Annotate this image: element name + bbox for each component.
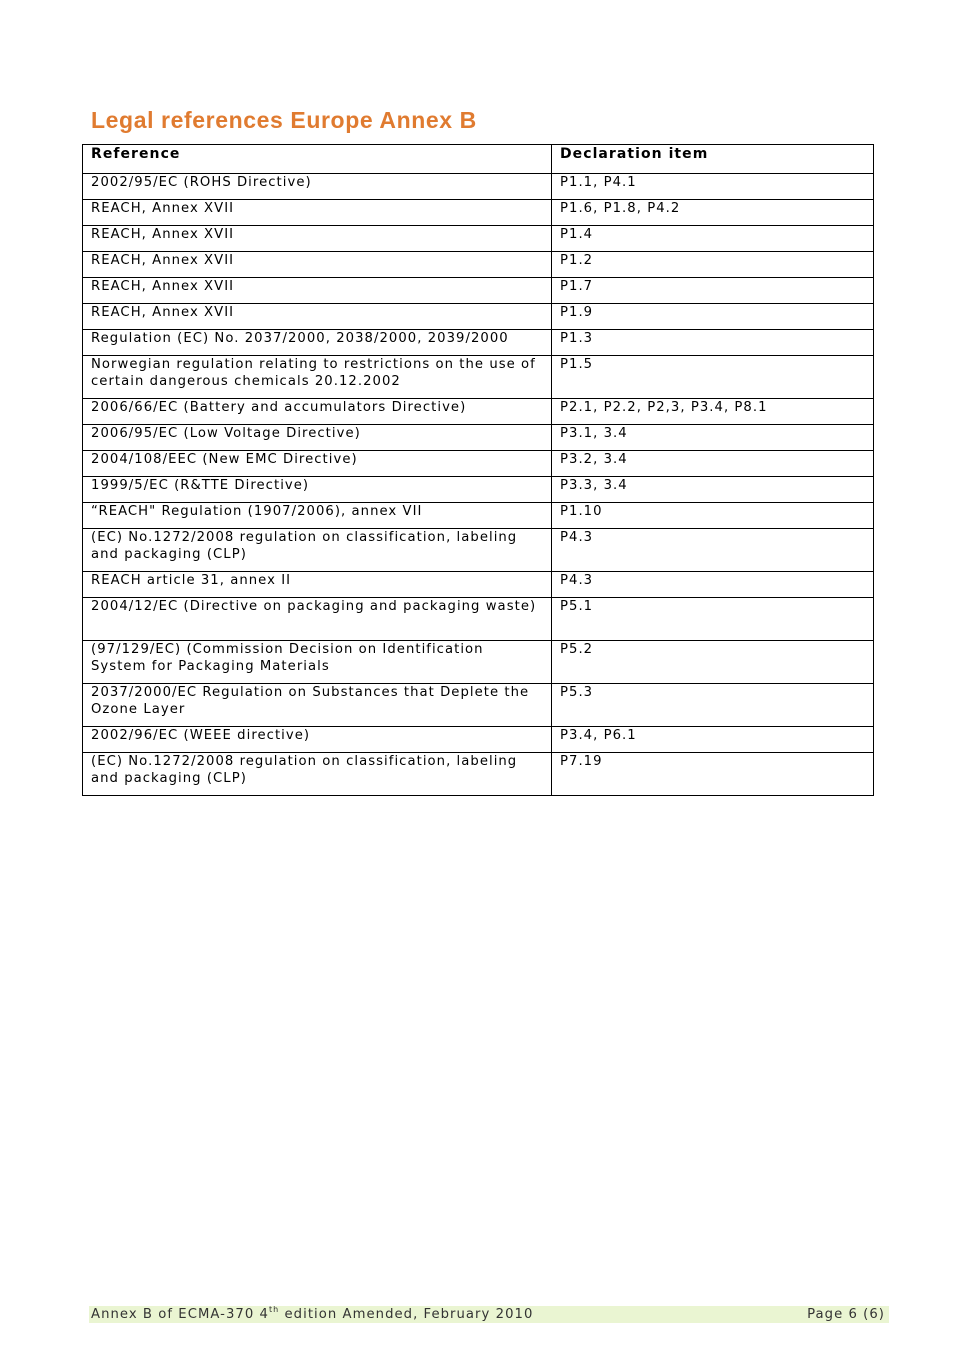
table-row (83, 684, 874, 727)
footer-doc-prefix: Annex B of ECMA-370 4 (91, 1307, 269, 1322)
table-row (83, 451, 874, 477)
reference-cell: REACH, Annex XVII (83, 304, 552, 330)
reference-cell: REACH, Annex XVII (83, 252, 552, 278)
table-row (83, 174, 874, 200)
header-reference: Reference (83, 145, 552, 174)
declaration-item-cell: P4.3 (552, 572, 874, 598)
table-row (83, 330, 874, 356)
table-row (83, 477, 874, 503)
reference-cell: REACH, Annex XVII (83, 278, 552, 304)
table-row (83, 425, 874, 451)
declaration-item-cell: P7.19 (552, 753, 874, 796)
declaration-item-cell: P2.1, P2.2, P2,3, P3.4, P8.1 (552, 399, 874, 425)
declaration-item-cell: P1.7 (552, 278, 874, 304)
declaration-item-cell: P3.4, P6.1 (552, 727, 874, 753)
declaration-item-cell: P1.6, P1.8, P4.2 (552, 200, 874, 226)
reference-cell: 1999/5/EC (R&TTE Directive) (83, 477, 552, 503)
table-header-row (83, 145, 874, 174)
declaration-item-cell: P1.3 (552, 330, 874, 356)
declaration-item-cell: P1.1, P4.1 (552, 174, 874, 200)
reference-cell: REACH article 31, annex II (83, 572, 552, 598)
reference-cell: Regulation (EC) No. 2037/2000, 2038/2000, 2039/2000 (83, 330, 552, 356)
table-row (83, 200, 874, 226)
table-row (83, 252, 874, 278)
table-row (83, 753, 874, 796)
declaration-item-cell: P5.1 (552, 598, 874, 641)
table-row (83, 226, 874, 252)
table-row (83, 572, 874, 598)
legal-references-table (82, 144, 874, 796)
declaration-item-cell: P3.2, 3.4 (552, 451, 874, 477)
footer-ordinal-suffix: th (268, 1305, 280, 1314)
header-declaration-item: Declaration item (552, 145, 874, 174)
footer-document-info (91, 1306, 533, 1323)
declaration-item-cell: P1.4 (552, 226, 874, 252)
declaration-item-cell: P5.2 (552, 641, 874, 684)
table-row (83, 304, 874, 330)
reference-cell: (EC) No.1272/2008 regulation on classification, labeling and packaging (CLP) (83, 529, 552, 572)
reference-cell: 2006/66/EC (Battery and accumulators Directive) (83, 399, 552, 425)
table-row (83, 503, 874, 529)
footer-page-number: Page 6 (6) (807, 1307, 885, 1322)
reference-cell: Norwegian regulation relating to restrictions on the use of certain dangerous chemicals 20.12.2002 (83, 356, 552, 399)
declaration-item-cell: P1.10 (552, 503, 874, 529)
table-row (83, 356, 874, 399)
reference-cell: 2002/95/EC (ROHS Directive) (83, 174, 552, 200)
declaration-item-cell: P3.1, 3.4 (552, 425, 874, 451)
table-row (83, 641, 874, 684)
reference-cell: “REACH" Regulation (1907/2006), annex VII (83, 503, 552, 529)
declaration-item-cell: P1.9 (552, 304, 874, 330)
declaration-item-cell: P1.5 (552, 356, 874, 399)
reference-cell: 2002/96/EC (WEEE directive) (83, 727, 552, 753)
declaration-item-cell: P3.3, 3.4 (552, 477, 874, 503)
reference-cell: 2004/12/EC (Directive on packaging and packaging waste) (83, 598, 552, 641)
footer-doc-suffix: edition Amended, February 2010 (279, 1307, 534, 1322)
page-footer (89, 1306, 889, 1323)
reference-cell: REACH, Annex XVII (83, 200, 552, 226)
reference-cell: (97/129/EC) (Commission Decision on Identification System for Packaging Materials (83, 641, 552, 684)
table-row (83, 278, 874, 304)
reference-cell: 2004/108/EEC (New EMC Directive) (83, 451, 552, 477)
page-title: Legal references Europe Annex B (91, 107, 477, 133)
table-row (83, 727, 874, 753)
declaration-item-cell: P4.3 (552, 529, 874, 572)
declaration-item-cell: P5.3 (552, 684, 874, 727)
table-row (83, 598, 874, 641)
table-row (83, 399, 874, 425)
reference-cell: REACH, Annex XVII (83, 226, 552, 252)
table-row (83, 529, 874, 572)
declaration-item-cell: P1.2 (552, 252, 874, 278)
reference-cell: 2037/2000/EC Regulation on Substances that Deplete the Ozone Layer (83, 684, 552, 727)
reference-cell: (EC) No.1272/2008 regulation on classification, labeling and packaging (CLP) (83, 753, 552, 796)
reference-cell: 2006/95/EC (Low Voltage Directive) (83, 425, 552, 451)
